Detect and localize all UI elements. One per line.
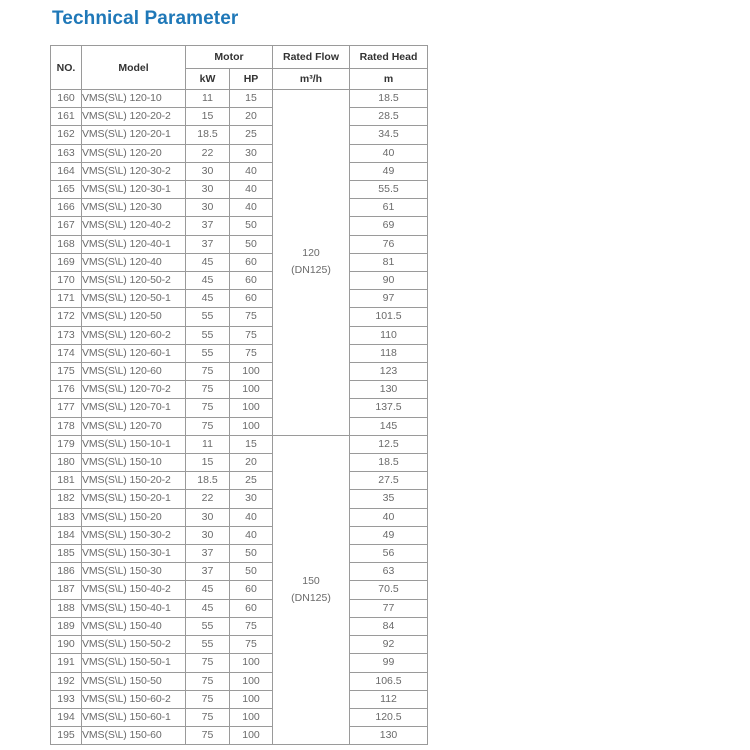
row-kw: 37 — [186, 563, 230, 581]
row-number: 181 — [51, 472, 82, 490]
row-kw: 15 — [186, 108, 230, 126]
row-number: 179 — [51, 435, 82, 453]
row-head: 55.5 — [350, 181, 428, 199]
row-head: 90 — [350, 272, 428, 290]
row-model: VMS(S\L) 150-20-2 — [82, 472, 186, 490]
row-model: VMS(S\L) 120-50-1 — [82, 290, 186, 308]
row-hp: 60 — [230, 599, 273, 617]
table-row — [51, 199, 428, 217]
table-row — [51, 599, 428, 617]
row-head: 40 — [350, 144, 428, 162]
row-number: 180 — [51, 454, 82, 472]
row-head: 118 — [350, 344, 428, 362]
row-number: 184 — [51, 526, 82, 544]
row-hp: 50 — [230, 235, 273, 253]
row-hp: 60 — [230, 253, 273, 271]
row-kw: 37 — [186, 545, 230, 563]
table-row — [51, 363, 428, 381]
row-hp: 40 — [230, 199, 273, 217]
table-row — [51, 326, 428, 344]
row-head: 61 — [350, 199, 428, 217]
row-kw: 22 — [186, 490, 230, 508]
row-number: 188 — [51, 599, 82, 617]
row-kw: 45 — [186, 599, 230, 617]
table-row — [51, 162, 428, 180]
table-row — [51, 545, 428, 563]
row-model: VMS(S\L) 120-70-2 — [82, 381, 186, 399]
row-model: VMS(S\L) 120-10 — [82, 90, 186, 108]
table-row — [51, 617, 428, 635]
row-head: 101.5 — [350, 308, 428, 326]
row-model: VMS(S\L) 150-50 — [82, 672, 186, 690]
row-model: VMS(S\L) 120-60-2 — [82, 326, 186, 344]
row-hp: 75 — [230, 636, 273, 654]
header-rated-flow: Rated Flow — [273, 46, 350, 69]
row-hp: 60 — [230, 290, 273, 308]
row-head: 130 — [350, 727, 428, 745]
header-no: NO. — [51, 46, 82, 90]
row-number: 166 — [51, 199, 82, 217]
row-model: VMS(S\L) 150-10-1 — [82, 435, 186, 453]
row-hp: 15 — [230, 435, 273, 453]
row-kw: 18.5 — [186, 472, 230, 490]
row-head: 27.5 — [350, 472, 428, 490]
row-number: 193 — [51, 690, 82, 708]
row-hp: 40 — [230, 508, 273, 526]
row-hp: 20 — [230, 454, 273, 472]
row-hp: 15 — [230, 90, 273, 108]
row-hp: 75 — [230, 308, 273, 326]
row-head: 63 — [350, 563, 428, 581]
row-head: 84 — [350, 617, 428, 635]
row-kw: 75 — [186, 417, 230, 435]
row-head: 77 — [350, 599, 428, 617]
row-head: 99 — [350, 654, 428, 672]
row-kw: 45 — [186, 581, 230, 599]
row-head: 130 — [350, 381, 428, 399]
row-kw: 55 — [186, 308, 230, 326]
row-hp: 50 — [230, 563, 273, 581]
row-kw: 75 — [186, 672, 230, 690]
row-hp: 30 — [230, 144, 273, 162]
row-head: 120.5 — [350, 708, 428, 726]
row-model: VMS(S\L) 150-30-2 — [82, 526, 186, 544]
row-model: VMS(S\L) 120-50 — [82, 308, 186, 326]
rated-flow-cell — [273, 90, 350, 436]
row-head: 137.5 — [350, 399, 428, 417]
row-number: 172 — [51, 308, 82, 326]
row-hp: 20 — [230, 108, 273, 126]
row-head: 28.5 — [350, 108, 428, 126]
row-model: VMS(S\L) 150-50-2 — [82, 636, 186, 654]
rated-flow-cell — [273, 435, 350, 744]
row-head: 34.5 — [350, 126, 428, 144]
table-row — [51, 290, 428, 308]
table-body — [51, 90, 428, 745]
row-head: 123 — [350, 363, 428, 381]
row-model: VMS(S\L) 150-30-1 — [82, 545, 186, 563]
row-hp: 25 — [230, 472, 273, 490]
row-number: 187 — [51, 581, 82, 599]
row-model: VMS(S\L) 150-30 — [82, 563, 186, 581]
row-kw: 37 — [186, 235, 230, 253]
row-hp: 60 — [230, 272, 273, 290]
row-hp: 100 — [230, 708, 273, 726]
row-number: 163 — [51, 144, 82, 162]
row-hp: 60 — [230, 581, 273, 599]
table-row — [51, 508, 428, 526]
row-kw: 75 — [186, 727, 230, 745]
rated-flow-dn: (DN125) — [291, 592, 331, 605]
row-head: 12.5 — [350, 435, 428, 453]
table-row — [51, 308, 428, 326]
row-hp: 100 — [230, 363, 273, 381]
row-model: VMS(S\L) 150-50-1 — [82, 654, 186, 672]
row-kw: 30 — [186, 199, 230, 217]
table-row — [51, 581, 428, 599]
table-row — [51, 181, 428, 199]
header-kw: kW — [186, 69, 230, 90]
row-number: 175 — [51, 363, 82, 381]
row-kw: 55 — [186, 617, 230, 635]
table-row — [51, 126, 428, 144]
row-kw: 75 — [186, 654, 230, 672]
row-hp: 50 — [230, 217, 273, 235]
row-head: 18.5 — [350, 90, 428, 108]
row-hp: 100 — [230, 381, 273, 399]
row-kw: 45 — [186, 290, 230, 308]
table-row — [51, 235, 428, 253]
row-kw: 30 — [186, 508, 230, 526]
table-row — [51, 435, 428, 453]
row-head: 49 — [350, 162, 428, 180]
row-hp: 40 — [230, 526, 273, 544]
row-model: VMS(S\L) 150-60 — [82, 727, 186, 745]
row-number: 168 — [51, 235, 82, 253]
row-number: 176 — [51, 381, 82, 399]
row-hp: 100 — [230, 672, 273, 690]
rated-flow-dn: (DN125) — [291, 264, 331, 277]
row-head: 81 — [350, 253, 428, 271]
table-row — [51, 144, 428, 162]
row-number: 177 — [51, 399, 82, 417]
row-head: 35 — [350, 490, 428, 508]
row-head: 70.5 — [350, 581, 428, 599]
row-model: VMS(S\L) 120-30-1 — [82, 181, 186, 199]
row-model: VMS(S\L) 150-10 — [82, 454, 186, 472]
table-row — [51, 417, 428, 435]
table-row — [51, 272, 428, 290]
row-head: 69 — [350, 217, 428, 235]
row-hp: 100 — [230, 399, 273, 417]
row-number: 195 — [51, 727, 82, 745]
row-head: 112 — [350, 690, 428, 708]
parameter-table — [50, 45, 428, 745]
row-model: VMS(S\L) 150-60-2 — [82, 690, 186, 708]
row-number: 169 — [51, 253, 82, 271]
header-head-unit: m — [350, 69, 428, 90]
row-head: 97 — [350, 290, 428, 308]
row-model: VMS(S\L) 120-40-2 — [82, 217, 186, 235]
row-model: VMS(S\L) 120-60-1 — [82, 344, 186, 362]
row-number: 164 — [51, 162, 82, 180]
table-row — [51, 654, 428, 672]
table-row — [51, 690, 428, 708]
row-kw: 55 — [186, 636, 230, 654]
row-hp: 75 — [230, 344, 273, 362]
row-hp: 100 — [230, 727, 273, 745]
row-kw: 11 — [186, 435, 230, 453]
row-number: 170 — [51, 272, 82, 290]
row-number: 178 — [51, 417, 82, 435]
row-model: VMS(S\L) 150-20-1 — [82, 490, 186, 508]
row-number: 186 — [51, 563, 82, 581]
row-kw: 37 — [186, 217, 230, 235]
row-kw: 30 — [186, 181, 230, 199]
row-number: 189 — [51, 617, 82, 635]
row-model: VMS(S\L) 120-30-2 — [82, 162, 186, 180]
header-hp: HP — [230, 69, 273, 90]
row-model: VMS(S\L) 150-40 — [82, 617, 186, 635]
row-kw: 11 — [186, 90, 230, 108]
row-number: 182 — [51, 490, 82, 508]
row-kw: 55 — [186, 326, 230, 344]
header-flow-unit: m³/h — [273, 69, 350, 90]
row-model: VMS(S\L) 120-50-2 — [82, 272, 186, 290]
row-number: 161 — [51, 108, 82, 126]
row-hp: 100 — [230, 654, 273, 672]
row-model: VMS(S\L) 150-60-1 — [82, 708, 186, 726]
row-hp: 100 — [230, 417, 273, 435]
row-number: 162 — [51, 126, 82, 144]
row-kw: 75 — [186, 399, 230, 417]
row-number: 185 — [51, 545, 82, 563]
row-kw: 45 — [186, 272, 230, 290]
row-number: 191 — [51, 654, 82, 672]
header-model: Model — [82, 46, 186, 90]
table-row — [51, 472, 428, 490]
row-model: VMS(S\L) 120-60 — [82, 363, 186, 381]
row-kw: 75 — [186, 381, 230, 399]
table-row — [51, 217, 428, 235]
row-model: VMS(S\L) 150-20 — [82, 508, 186, 526]
table-row — [51, 399, 428, 417]
table-row — [51, 490, 428, 508]
row-number: 174 — [51, 344, 82, 362]
row-head: 18.5 — [350, 454, 428, 472]
row-hp: 30 — [230, 490, 273, 508]
row-number: 167 — [51, 217, 82, 235]
row-head: 110 — [350, 326, 428, 344]
row-model: VMS(S\L) 120-40 — [82, 253, 186, 271]
table-row — [51, 253, 428, 271]
row-model: VMS(S\L) 120-40-1 — [82, 235, 186, 253]
row-kw: 30 — [186, 526, 230, 544]
row-model: VMS(S\L) 120-30 — [82, 199, 186, 217]
table-row — [51, 708, 428, 726]
row-number: 165 — [51, 181, 82, 199]
row-hp: 75 — [230, 617, 273, 635]
row-hp: 40 — [230, 181, 273, 199]
row-model: VMS(S\L) 150-40-1 — [82, 599, 186, 617]
row-head: 92 — [350, 636, 428, 654]
row-head: 76 — [350, 235, 428, 253]
rated-flow-value: 150 — [302, 574, 320, 587]
row-head: 56 — [350, 545, 428, 563]
table-row — [51, 526, 428, 544]
row-kw: 75 — [186, 708, 230, 726]
row-kw: 75 — [186, 690, 230, 708]
row-model: VMS(S\L) 150-40-2 — [82, 581, 186, 599]
table-row — [51, 454, 428, 472]
row-head: 145 — [350, 417, 428, 435]
row-hp: 50 — [230, 545, 273, 563]
row-number: 183 — [51, 508, 82, 526]
row-number: 160 — [51, 90, 82, 108]
row-kw: 22 — [186, 144, 230, 162]
row-number: 194 — [51, 708, 82, 726]
row-kw: 45 — [186, 253, 230, 271]
row-hp: 40 — [230, 162, 273, 180]
header-rated-head: Rated Head — [350, 46, 428, 69]
row-kw: 30 — [186, 162, 230, 180]
row-hp: 25 — [230, 126, 273, 144]
rated-flow-value: 120 — [302, 247, 320, 260]
row-head: 40 — [350, 508, 428, 526]
table-row — [51, 344, 428, 362]
row-hp: 75 — [230, 326, 273, 344]
row-kw: 55 — [186, 344, 230, 362]
table-row — [51, 381, 428, 399]
table-row — [51, 563, 428, 581]
row-kw: 75 — [186, 363, 230, 381]
table-row — [51, 108, 428, 126]
row-number: 192 — [51, 672, 82, 690]
page-title: Technical Parameter — [52, 8, 239, 29]
header-motor: Motor — [186, 46, 273, 69]
table-row — [51, 672, 428, 690]
row-model: VMS(S\L) 120-20 — [82, 144, 186, 162]
row-kw: 15 — [186, 454, 230, 472]
table-row — [51, 636, 428, 654]
table-row — [51, 90, 428, 108]
row-model: VMS(S\L) 120-20-1 — [82, 126, 186, 144]
row-hp: 100 — [230, 690, 273, 708]
row-number: 173 — [51, 326, 82, 344]
row-head: 49 — [350, 526, 428, 544]
row-number: 190 — [51, 636, 82, 654]
row-head: 106.5 — [350, 672, 428, 690]
row-model: VMS(S\L) 120-20-2 — [82, 108, 186, 126]
row-model: VMS(S\L) 120-70-1 — [82, 399, 186, 417]
row-model: VMS(S\L) 120-70 — [82, 417, 186, 435]
row-kw: 18.5 — [186, 126, 230, 144]
row-number: 171 — [51, 290, 82, 308]
table-row — [51, 727, 428, 745]
